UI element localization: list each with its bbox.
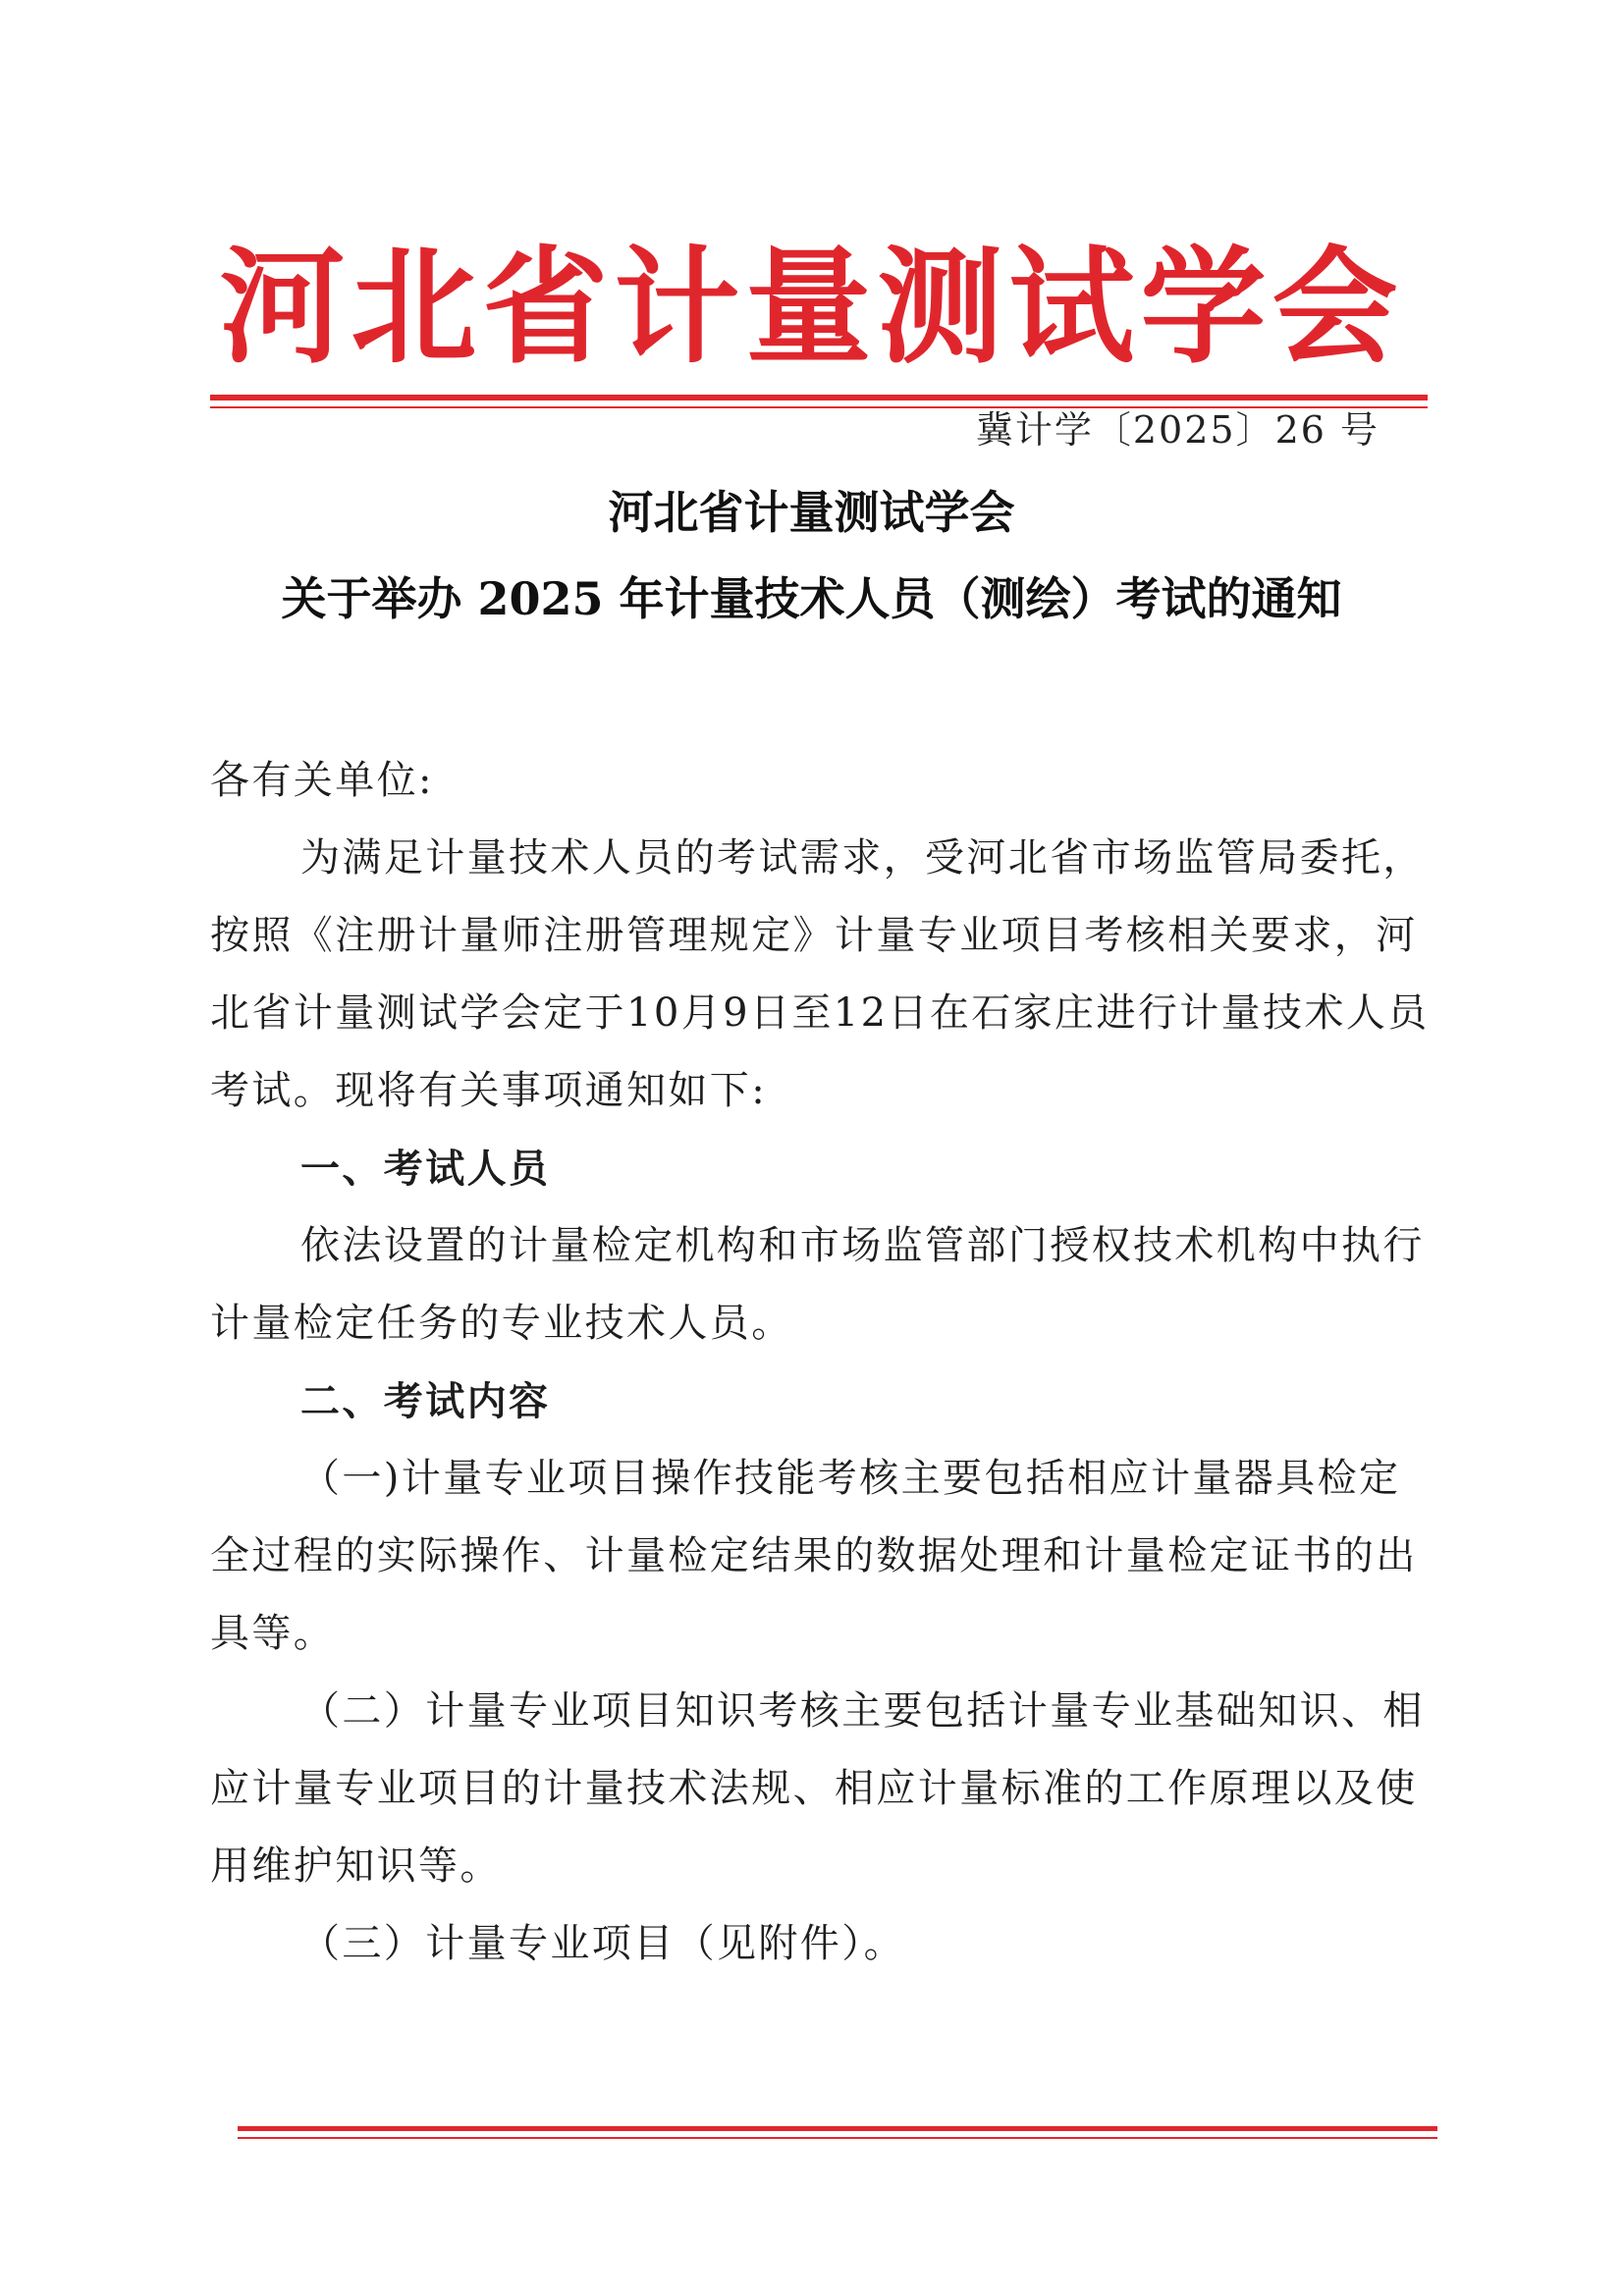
title-line-2: 关于举办 2025 年计量技术人员（测绘）考试的通知 xyxy=(281,572,1342,625)
org-letterhead: 河北省计量测试学会 xyxy=(219,234,1404,381)
section-2-item-1: （一)计量专业项目操作技能考核主要包括相应计量器具检定全过程的实际操作、计量检定结果的数据处理和计量检定证书的出具等。 xyxy=(210,1456,1418,1656)
letterhead-red-rule xyxy=(210,395,1428,400)
section-2-heading: 二、考试内容 xyxy=(300,1378,551,1424)
salutation: 各有关单位: xyxy=(210,758,434,803)
section-2-item-3: （三）计量专业项目（见附件）。 xyxy=(300,1921,905,1966)
title-line-1: 河北省计量测试学会 xyxy=(608,486,1015,539)
footer-red-rule xyxy=(238,2126,1437,2131)
section-1-paragraph: 依法设置的计量检定机构和市场监管部门授权技术机构中执行计量检定任务的专业技术人员。 xyxy=(210,1223,1425,1346)
document-number: 冀计学〔2025〕26 号 xyxy=(975,408,1380,452)
footer-red-rule-thin xyxy=(238,2137,1437,2139)
document-body xyxy=(210,742,1437,1983)
section-1-heading: 一、考试人员 xyxy=(300,1146,551,1192)
section-2-item-2: （二）计量专业项目知识考核主要包括计量专业基础知识、相应计量专业项目的计量技术法规、相应计量标准的工作原理以及使用维护知识等。 xyxy=(210,1688,1425,1889)
intro-paragraph: 为满足计量技术人员的考试需求，受河北省市场监管局委托，按照《注册计量师注册管理规定》计量专业项目考核相关要求，河北省计量测试学会定于10月9日至12日在石家庄进行计量技术人员考试。现将有关事项通知如下: xyxy=(210,835,1430,1113)
